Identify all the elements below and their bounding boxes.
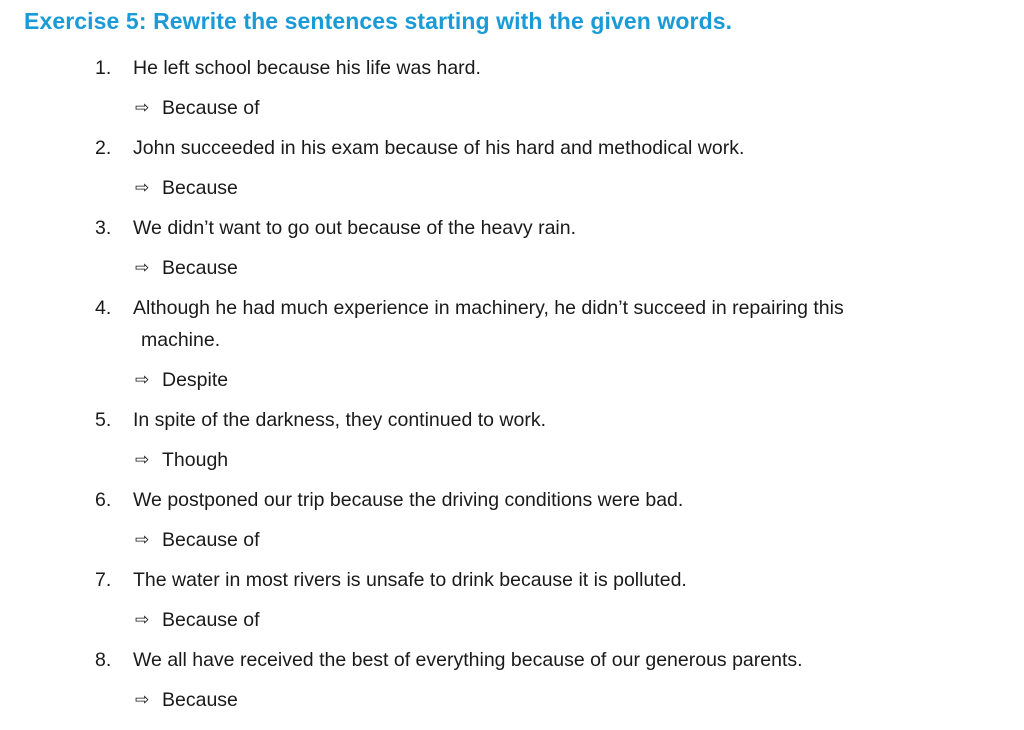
arrow-right-icon: ⇨ <box>135 258 150 277</box>
item-number: 3. <box>95 217 112 239</box>
answer-prompt <box>95 175 995 201</box>
answer-prompt <box>95 687 995 713</box>
item-number: 1. <box>95 57 112 79</box>
prompt-words: Because <box>162 177 238 199</box>
prompt-words: Because of <box>162 529 260 551</box>
question-text: John succeeded in his exam because of his hard and methodical work. <box>133 137 745 159</box>
item-number: 7. <box>95 569 112 591</box>
answer-prompt <box>95 367 995 393</box>
answer-prompt <box>95 95 995 121</box>
question-line <box>95 487 995 513</box>
question-text: We all have received the best of everything because of our generous parents. <box>133 649 803 671</box>
exercise-item-7 <box>95 567 995 633</box>
question-line <box>95 567 995 593</box>
arrow-right-icon: ⇨ <box>135 610 150 629</box>
question-text: He left school because his life was hard. <box>133 57 481 79</box>
exercise-item-1 <box>95 55 995 121</box>
prompt-words: Despite <box>162 369 229 391</box>
question-text: The water in most rivers is unsafe to drink because it is polluted. <box>133 569 687 591</box>
question-line <box>95 215 995 241</box>
exercise-item-5 <box>95 407 995 473</box>
question-text-continued: machine. <box>141 329 221 351</box>
exercise-item-6 <box>95 487 995 553</box>
question-line <box>95 295 995 321</box>
arrow-right-icon: ⇨ <box>135 178 150 197</box>
prompt-words: Because of <box>162 609 260 631</box>
exercise-item-4 <box>95 295 995 393</box>
answer-prompt <box>95 527 995 553</box>
prompt-words: Because of <box>162 97 260 119</box>
answer-prompt <box>95 255 995 281</box>
item-number: 6. <box>95 489 112 511</box>
arrow-right-icon: ⇨ <box>135 690 150 709</box>
answer-prompt <box>95 447 995 473</box>
question-text: We postponed our trip because the driving conditions were bad. <box>133 489 684 511</box>
item-number: 8. <box>95 649 112 671</box>
arrow-right-icon: ⇨ <box>135 450 150 469</box>
prompt-words: Because <box>162 257 238 279</box>
arrow-right-icon: ⇨ <box>135 370 150 389</box>
question-line <box>95 407 995 433</box>
prompt-words: Because <box>162 689 238 711</box>
exercise-item-3 <box>95 215 995 281</box>
exercise-list <box>95 55 995 713</box>
question-text: In spite of the darkness, they continued to work. <box>133 409 546 431</box>
exercise-item-2 <box>95 135 995 201</box>
question-line <box>95 647 995 673</box>
exercise-item-8 <box>95 647 995 713</box>
question-text: We didn’t want to go out because of the heavy rain. <box>133 217 577 239</box>
exercise-title: Exercise 5: Rewrite the sentences starting with the given words. <box>24 8 733 34</box>
item-number: 4. <box>95 297 112 319</box>
answer-prompt <box>95 607 995 633</box>
arrow-right-icon: ⇨ <box>135 98 150 117</box>
item-number: 2. <box>95 137 112 159</box>
question-text: Although he had much experience in machinery, he didn’t succeed in repairing this <box>133 297 844 319</box>
arrow-right-icon: ⇨ <box>135 530 150 549</box>
question-line <box>95 135 995 161</box>
prompt-words: Though <box>162 449 229 471</box>
question-line <box>95 55 995 81</box>
item-number: 5. <box>95 409 112 431</box>
